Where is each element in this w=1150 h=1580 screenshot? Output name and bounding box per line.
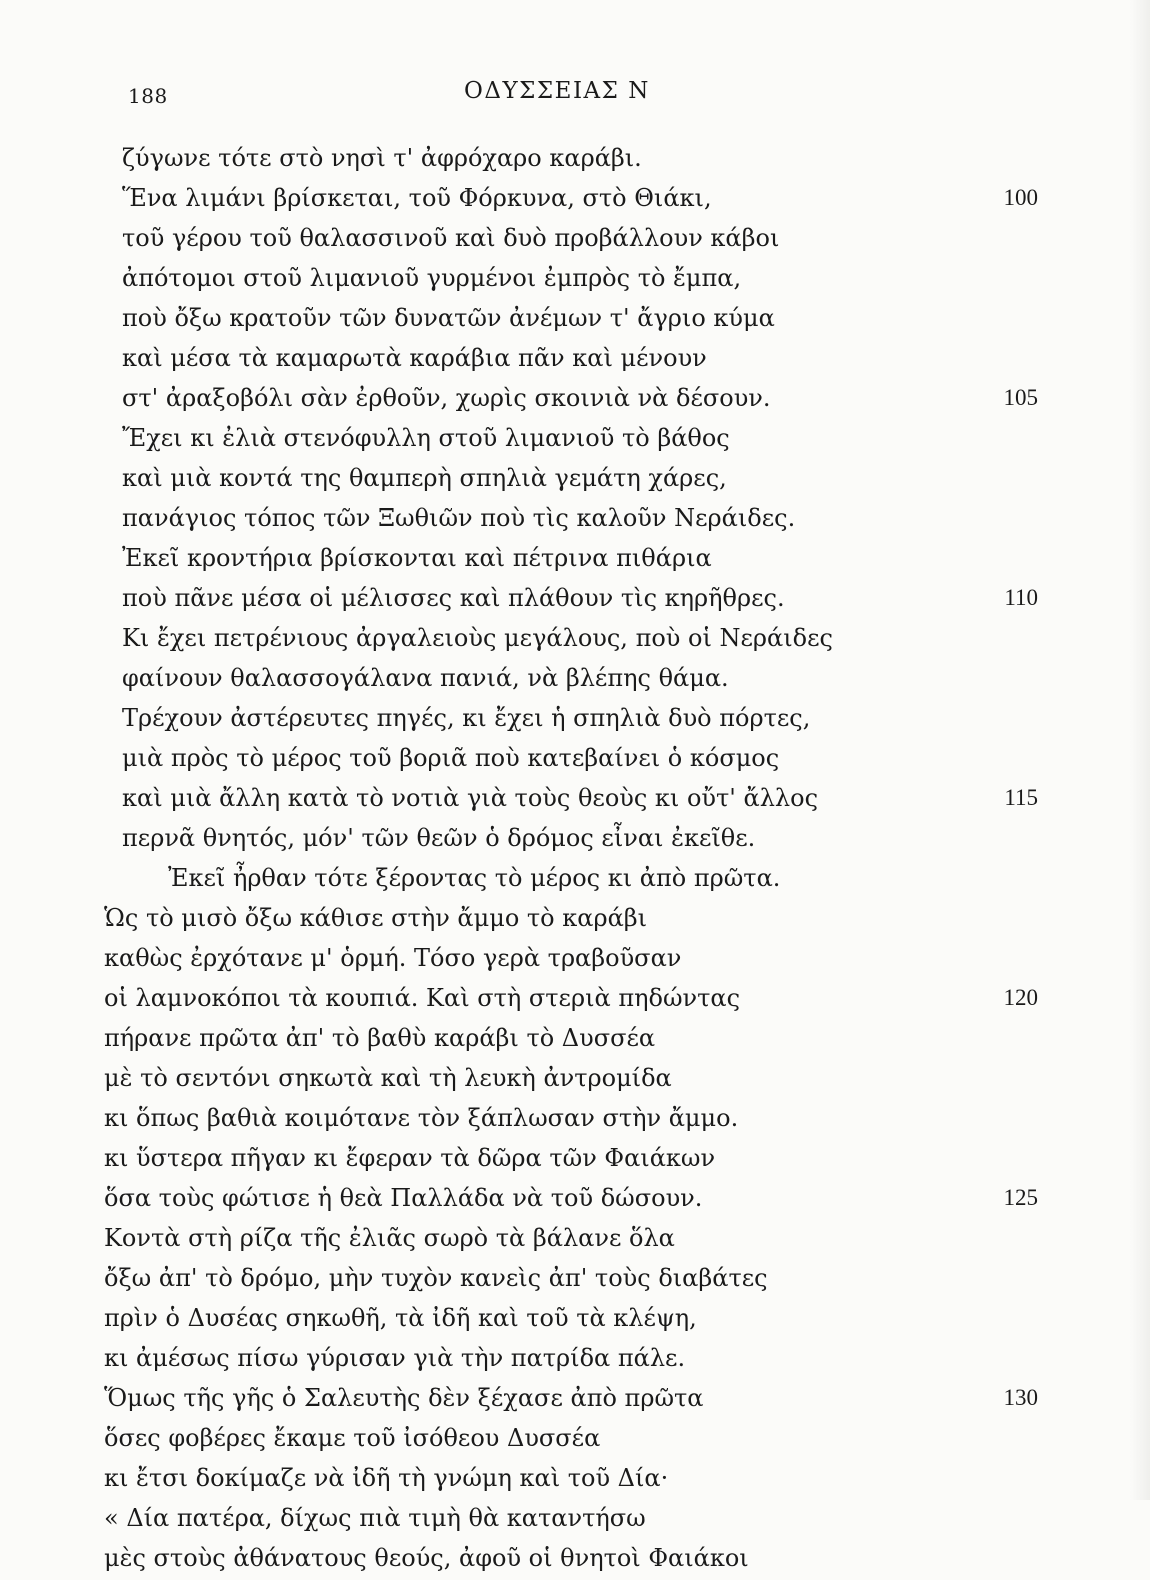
verse-line bbox=[0, 660, 1150, 700]
page-edge bbox=[1130, 0, 1150, 1500]
verse-line bbox=[0, 180, 1150, 220]
verse-text: τοῦ γέρου τοῦ θαλασσινοῦ καὶ δυὸ προβάλλουν κάβοι bbox=[122, 224, 780, 252]
verse-text: Ἔχει κι ἐλιὰ στενόφυλλη στοῦ λιμανιοῦ τὸ βάθος bbox=[122, 424, 730, 452]
verse-text: κι ἀμέσως πίσω γύρισαν γιὰ τὴν πατρίδα πάλε. bbox=[104, 1344, 686, 1372]
verse-text: μὲ τὸ σεντόνι σηκωτὰ καὶ τὴ λευκὴ ἀντρομίδα bbox=[104, 1064, 672, 1092]
verse-text: κι ἔτσι δοκίμαζε νὰ ἰδῆ τὴ γνώμη καὶ τοῦ Δία· bbox=[104, 1464, 669, 1492]
verse-text: καὶ μιὰ ἄλλη κατὰ τὸ νοτιὰ γιὰ τοὺς θεοὺς κι οὔτ' ἄλλος bbox=[122, 784, 819, 812]
line-number: 110 bbox=[1004, 585, 1038, 610]
verse-line bbox=[0, 1220, 1150, 1260]
verse-line bbox=[0, 420, 1150, 460]
verse-text: πρὶν ὁ Δυσέας σηκωθῆ, τὰ ἰδῆ καὶ τοῦ τὰ κλέψη, bbox=[104, 1304, 697, 1332]
verse-text: κι ὅπως βαθιὰ κοιμότανε τὸν ξάπλωσαν στὴν ἄμμο. bbox=[104, 1104, 739, 1132]
line-number: 105 bbox=[1003, 385, 1038, 410]
verse-text: φαίνουν θαλασσογάλανα πανιά, νὰ βλέπης θάμα. bbox=[122, 664, 729, 692]
verse-line bbox=[0, 1100, 1150, 1140]
verse-line bbox=[0, 1380, 1150, 1420]
verse-line bbox=[0, 540, 1150, 580]
running-head bbox=[0, 78, 1150, 114]
verse-text: περνᾶ θνητός, μόν' τῶν θεῶν ὁ δρόμος εἶναι ἐκεῖθε. bbox=[122, 824, 756, 852]
verse-line bbox=[0, 620, 1150, 660]
verse-line bbox=[0, 700, 1150, 740]
verse-line bbox=[0, 1300, 1150, 1340]
verse-text: καὶ μέσα τὰ καμαρωτὰ καράβια πᾶν καὶ μένουν bbox=[122, 344, 707, 372]
verse-text: ποὺ πᾶνε μέσα οἱ μέλισσες καὶ πλάθουν τὶς κηρῆθρες. bbox=[122, 584, 785, 612]
verse-text: ἀπότομοι στοῦ λιμανιοῦ γυρμένοι ἐμπρὸς τὸ ἔμπα, bbox=[122, 264, 742, 292]
verse-text: καθὼς ἐρχότανε μ' ὁρμή. Τόσο γερὰ τραβοῦσαν bbox=[104, 944, 682, 972]
verse-text: μὲς στοὺς ἀθάνατους θεούς, ἀφοῦ οἱ θνητοὶ Φαιάκοι bbox=[104, 1544, 749, 1572]
verse-text: ὅσες φοβέρες ἔκαμε τοῦ ἰσόθεου Δυσσέα bbox=[104, 1424, 601, 1452]
verse-text: Ὅμως τῆς γῆς ὁ Σαλευτὴς δὲν ξέχασε ἀπὸ πρῶτα bbox=[104, 1384, 704, 1412]
verse-line bbox=[0, 1180, 1150, 1220]
verse-text: ὄξω ἀπ' τὸ δρόμο, μὴν τυχὸν κανεὶς ἀπ' τοὺς διαβάτες bbox=[104, 1264, 768, 1292]
verse-text: κι ὕστερα πῆγαν κι ἔφεραν τὰ δῶρα τῶν Φαιάκων bbox=[104, 1144, 716, 1172]
verse-text: ὅσα τοὺς φώτισε ἡ θεὰ Παλλάδα νὰ τοῦ δώσουν. bbox=[104, 1184, 703, 1212]
verse-text: Ἐκεῖ κροντήρια βρίσκονται καὶ πέτρινα πιθάρια bbox=[122, 544, 712, 572]
line-number: 120 bbox=[1003, 985, 1038, 1010]
verse-text: πήρανε πρῶτα ἀπ' τὸ βαθὺ καράβι τὸ Δυσσέα bbox=[104, 1024, 656, 1052]
verse-text: Ἕνα λιμάνι βρίσκεται, τοῦ Φόρκυνα, στὸ Θιάκι, bbox=[122, 184, 712, 212]
verse-line bbox=[0, 500, 1150, 540]
verse-line bbox=[0, 340, 1150, 380]
verse-text: Τρέχουν ἀστέρευτες πηγές, κι ἔχει ἡ σπηλιὰ δυὸ πόρτες, bbox=[122, 704, 811, 732]
verse-line bbox=[0, 140, 1150, 180]
verse-text: καὶ μιὰ κοντά της θαμπερὴ σπηλιὰ γεμάτη χάρες, bbox=[122, 464, 727, 492]
book-title: ΟΔΥΣΣΕΙΑΣ Ν bbox=[464, 78, 650, 104]
line-number: 130 bbox=[1003, 1385, 1038, 1410]
verse-text: ποὺ ὄξω κρατοῦν τῶν δυνατῶν ἀνέμων τ' ἄγριο κύμα bbox=[122, 304, 775, 332]
verse-line bbox=[0, 1540, 1150, 1580]
line-number: 100 bbox=[1003, 185, 1038, 210]
verse-text: μιὰ πρὸς τὸ μέρος τοῦ βοριᾶ ποὺ κατεβαίνει ὁ κόσμος bbox=[122, 744, 780, 772]
verse-line bbox=[0, 220, 1150, 260]
verse-line bbox=[0, 300, 1150, 340]
verse-line bbox=[0, 860, 1150, 900]
line-number: 115 bbox=[1004, 785, 1038, 810]
verse-line bbox=[0, 980, 1150, 1020]
verse-text: οἱ λαμνοκόποι τὰ κουπιά. Καὶ στὴ στεριὰ πηδώντας bbox=[104, 984, 741, 1012]
verse-text: ζύγωνε τότε στὸ νησὶ τ' ἀφρόχαρο καράβι. bbox=[122, 144, 642, 172]
verse-line bbox=[0, 940, 1150, 980]
verse-line bbox=[0, 740, 1150, 780]
verse-text: Ὡς τὸ μισὸ ὄξω κάθισε στὴν ἄμμο τὸ καράβι bbox=[104, 904, 648, 932]
verse-line bbox=[0, 580, 1150, 620]
verse-text: Ἐκεῖ ἦρθαν τότε ξέροντας τὸ μέρος κι ἀπὸ πρῶτα. bbox=[168, 864, 781, 892]
page-number: 188 bbox=[128, 84, 168, 108]
verse-line bbox=[0, 1060, 1150, 1100]
verse-line bbox=[0, 1260, 1150, 1300]
verse-text: « Δία πατέρα, δίχως πιὰ τιμὴ θὰ καταντήσω bbox=[104, 1504, 646, 1532]
verse-line bbox=[0, 380, 1150, 420]
verse-line bbox=[0, 1140, 1150, 1180]
verse-line bbox=[0, 1460, 1150, 1500]
verse-line bbox=[0, 780, 1150, 820]
verse-text: Κοντὰ στὴ ρίζα τῆς ἐλιᾶς σωρὸ τὰ βάλανε ὅλα bbox=[104, 1224, 675, 1252]
verse-text: στ' ἀραξοβόλι σὰν ἐρθοῦν, χωρὶς σκοινιὰ νὰ δέσουν. bbox=[122, 384, 771, 412]
line-number: 125 bbox=[1003, 1185, 1038, 1210]
verse-line bbox=[0, 900, 1150, 940]
verse-line bbox=[0, 1340, 1150, 1380]
verse-line bbox=[0, 820, 1150, 860]
verse-line bbox=[0, 1420, 1150, 1460]
verse-text: Κι ἔχει πετρένιους ἀργαλειοὺς μεγάλους, ποὺ οἱ Νεράιδες bbox=[122, 624, 833, 652]
verse-line bbox=[0, 1020, 1150, 1060]
verse-line bbox=[0, 260, 1150, 300]
verse-text: πανάγιος τόπος τῶν Ξωθιῶν ποὺ τὶς καλοῦν Νεράιδες. bbox=[122, 504, 796, 532]
verse-line bbox=[0, 460, 1150, 500]
verse-line bbox=[0, 1500, 1150, 1540]
